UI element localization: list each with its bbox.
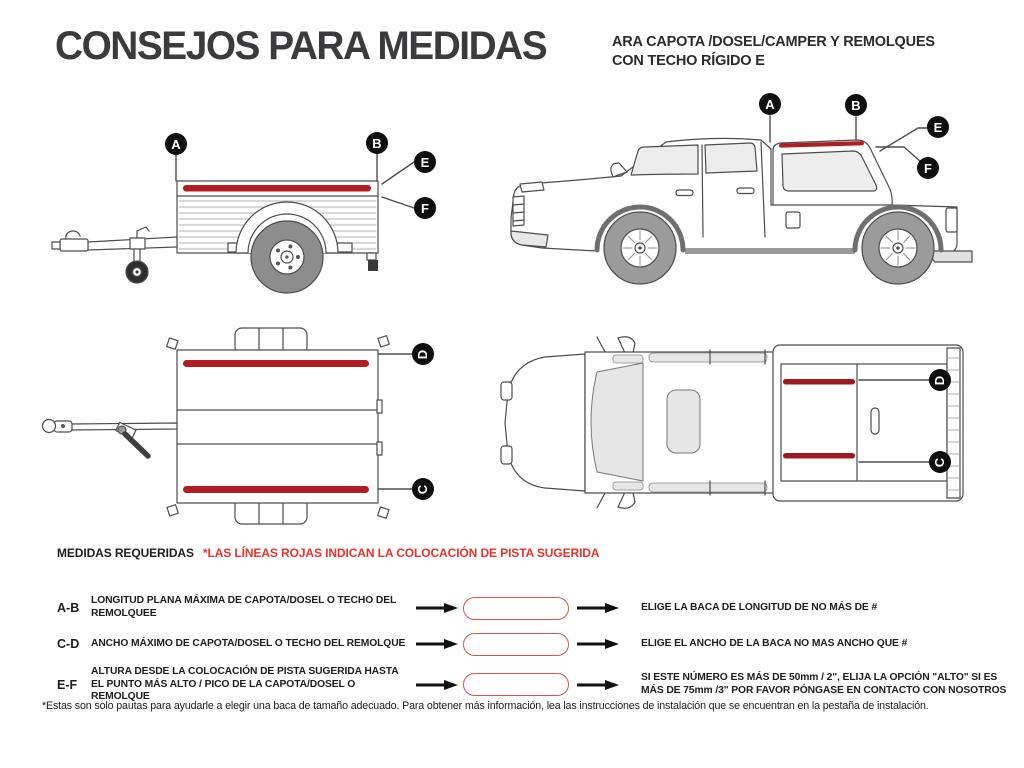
footer-note: *Estas son solo pautas para ayudarle a elegir una baca de tamaño adecuado. Para obtener más información, lea las instrucciones de instalación que se encuentran en la pestaña de instalación. xyxy=(42,700,929,712)
suggested-track-line xyxy=(183,360,369,367)
marker-c-truck-top: C xyxy=(929,451,951,473)
marker-d-truck-top: D xyxy=(929,369,951,391)
marker-f-trailer-side: F xyxy=(414,197,436,219)
right-arrow-icon xyxy=(569,602,627,614)
right-arrow-icon xyxy=(569,638,627,650)
suggested-track-line xyxy=(183,185,371,192)
measure-row-ab xyxy=(57,594,1007,622)
measure-id: A-B xyxy=(57,601,80,615)
marker-e-trailer-side: E xyxy=(414,151,436,173)
marker-d-trailer-top: D xyxy=(412,343,434,365)
suggested-track-line xyxy=(783,379,855,385)
truck-side-view-drawing xyxy=(480,85,1000,295)
measurement-blank-field xyxy=(463,597,569,620)
marker-b-truck-side: B xyxy=(845,94,867,116)
marker-a-trailer-side: A xyxy=(165,133,187,155)
measure-description: LONGITUD PLANA MÁXIMA DE CAPOTA/DOSEL O TECHO DEL REMOLQUEE xyxy=(91,595,396,619)
page-title: CONSEJOS PARA MEDIDAS xyxy=(55,24,547,68)
right-arrow-icon xyxy=(411,679,463,691)
measurement-blank-field xyxy=(463,673,569,696)
measurement-blank-field xyxy=(463,633,569,656)
page-subtitle xyxy=(612,33,935,71)
measure-result: ELIGE EL ANCHO DE LA BACA NO MAS ANCHO QUE # xyxy=(641,637,908,649)
subtitle-line-2: CON TECHO RÍGIDO E xyxy=(612,53,765,69)
marker-c-trailer-top: C xyxy=(412,478,434,500)
right-arrow-icon xyxy=(569,679,627,691)
marker-b-trailer-side: B xyxy=(366,132,388,154)
trailer-top-view-drawing xyxy=(30,322,440,532)
trailer-side-view-drawing xyxy=(30,100,440,305)
truck-top-view-drawing xyxy=(485,330,1010,520)
suggested-track-line xyxy=(183,486,369,493)
red-lines-note: *LAS LÍNEAS ROJAS INDICAN LA COLOCACIÓN DE PISTA SUGERIDA xyxy=(202,546,600,560)
measure-description: ALTURA DESDE LA COLOCACIÓN DE PISTA SUGERIDA HASTA EL PUNTO MÁS ALTO / PICO DE LA CAPOTA/DOSEL O REMOLQUE xyxy=(91,666,399,703)
suggested-track-line xyxy=(783,453,855,459)
right-arrow-icon xyxy=(411,602,463,614)
right-arrow-icon xyxy=(411,638,463,650)
marker-e-truck-side: E xyxy=(927,116,949,138)
measure-row-cd xyxy=(57,630,1007,658)
measure-id: C-D xyxy=(57,637,80,651)
measure-result: ELIGE LA BACA DE LONGITUD DE NO MÁS DE # xyxy=(641,601,878,613)
marker-a-truck-side: A xyxy=(759,93,781,115)
measure-id: E-F xyxy=(57,677,78,692)
measure-row-ef xyxy=(57,666,1007,704)
measures-heading: MEDIDAS REQUERIDAS xyxy=(57,546,194,560)
measure-result: SI ESTE NÚMERO ES MÁS DE 50mm / 2", ELIJA LA OPCIÓN "ALTO" SI ES MÁS DE 75mm /3" POR FAVOR PÓNGASE EN CONTACTO CON NOSOTROS xyxy=(641,672,1007,696)
measures-section xyxy=(57,546,1007,712)
measure-description: ANCHO MÁXIMO DE CAPOTA/DOSEL O TECHO DEL REMOLQUE xyxy=(91,637,406,649)
marker-f-truck-side: F xyxy=(917,157,939,179)
subtitle-line-1: ARA CAPOTA /DOSEL/CAMPER Y REMOLQUES xyxy=(612,34,935,50)
